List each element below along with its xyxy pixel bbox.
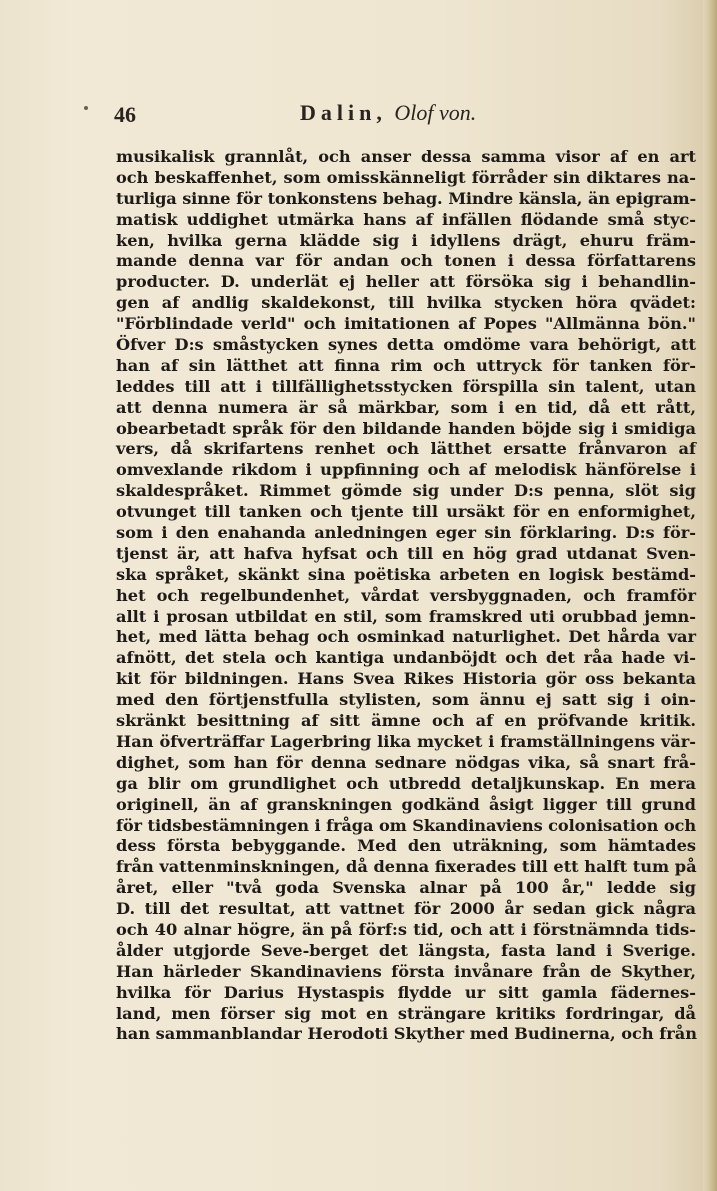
text-line: allt i prosan utbildat en stil, som framskred uti orubbad jemn- <box>116 606 696 626</box>
text-line: hvilka för Darius Hystaspis flydde ur sitt gamla fädernes- <box>116 982 696 1002</box>
text-line: originell, än af granskningen godkänd åsigt ligger till grund <box>116 794 696 814</box>
text-line: het och regelbundenhet, vårdat versbyggnaden, och framför <box>116 585 696 605</box>
text-line: som i den enahanda anledningen eger sin förklaring. D:s för- <box>116 523 696 543</box>
text-line: tjenst är, att hafva hyfsat och till en hög grad utdanat Sven- <box>116 543 696 563</box>
text-line: han sammanblandar Herodoti Skyther med Budinerna, och från <box>116 1024 698 1044</box>
text-line: och 40 alnar högre, än på förf:s tid, och att i förstnämnda tids- <box>116 919 696 939</box>
running-head-author: Dalin, <box>300 100 387 125</box>
text-line: matisk uddighet utmärka hans af infällen flödande små styc- <box>116 209 696 229</box>
text-line: afnött, det stela och kantiga undanböjdt och det råa hade vi- <box>116 648 696 668</box>
text-line: skränkt besittning af sitt ämne och af en pröfvande kritik. <box>116 711 696 731</box>
text-line: Han härleder Skandinaviens första invånare från de Skyther, <box>116 961 696 981</box>
text-line: turliga sinne för tonkonstens behag. Mindre känsla, än epigram- <box>116 188 696 208</box>
text-line: obearbetadt språk för den bildande handen böjde sig i smidiga <box>116 418 696 438</box>
text-line: omvexlande rikdom i uppfinning och af melodisk hänförelse i <box>116 460 696 480</box>
text-line: dess första bebyggande. Med den uträkning, som hämtades <box>116 836 696 856</box>
text-line: skaldespråket. Rimmet gömde sig under D:s penna, slöt sig <box>116 481 696 501</box>
text-line: året, eller "två goda Svenska alnar på 100 år," ledde sig <box>116 878 696 898</box>
running-head-given-name: Olof von. <box>394 100 477 125</box>
text-line: ken, hvilka gerna klädde sig i idyllens drägt, ehuru främ- <box>116 230 696 250</box>
text-line: ga blir om grundlighet och utbredd detaljkunskap. En mera <box>116 773 696 793</box>
text-line: kit för bildningen. Hans Svea Rikes Historia gör oss bekanta <box>116 669 696 689</box>
text-line: gen af andlig skaldekonst, till hvilka stycken höra qvädet: <box>116 293 696 313</box>
text-line: mande denna var för andan och tonen i dessa författarens <box>116 251 696 271</box>
text-line: "Förblindade verld" och imitationen af Popes "Allmänna bön." <box>116 314 696 334</box>
margin-mark <box>84 106 88 110</box>
text-line: ålder utgjorde Seve-berget det längsta, fasta land i Sverige. <box>116 940 696 960</box>
text-line: han af sin lätthet att finna rim och uttryck för tanken för- <box>116 355 696 375</box>
text-line: ska språket, skänkt sina poëtiska arbeten en logisk bestämd- <box>116 564 696 584</box>
text-line: vers, då skrifartens renhet och lätthet ersatte frånvaron af <box>116 439 696 459</box>
text-line: musikalisk grannlåt, och anser dessa samma visor af en art <box>116 147 696 166</box>
text-line: från vattenminskningen, då denna fixerades till ett halft tum på <box>116 857 697 877</box>
text-line: med den förtjenstfulla stylisten, som ännu ej satt sig i oin- <box>116 690 696 710</box>
running-head <box>300 100 476 126</box>
text-line: het, med lätta behag och osminkad naturlighet. Det hårda var <box>116 627 696 647</box>
body-text <box>116 147 696 1045</box>
page-number: 46 <box>114 102 136 127</box>
text-line: Öfver D:s småstycken synes detta omdöme vara behörigt, att <box>116 335 696 355</box>
text-line: för tidsbestämningen i fråga om Skandinaviens colonisation och <box>116 815 696 835</box>
page-header <box>100 96 660 136</box>
text-line: producter. D. underlät ej heller att försöka sig i behandlin- <box>116 272 696 292</box>
page-edge <box>703 0 717 1191</box>
text-line: att denna numera är så märkbar, som i en tid, då ett rått, <box>116 397 696 417</box>
text-line: leddes till att i tillfällighetsstycken förspilla sin talent, utan <box>116 376 696 396</box>
text-line: dighet, som han för denna sednare nödgas vika, så snart frå- <box>116 752 696 772</box>
text-line: och beskaffenhet, som omisskänneligt förråder sin diktares na- <box>116 167 696 187</box>
text-line: otvunget till tanken och tjente till ursäkt för en enformighet, <box>116 502 696 522</box>
text-line: Han öfverträffar Lagerbring lika mycket i framställningens vär- <box>116 731 696 751</box>
text-line: land, men förser sig mot en strängare kritiks fordringar, då <box>116 1003 696 1023</box>
text-line: D. till det resultat, att vattnet för 2000 år sedan gick några <box>116 899 696 919</box>
